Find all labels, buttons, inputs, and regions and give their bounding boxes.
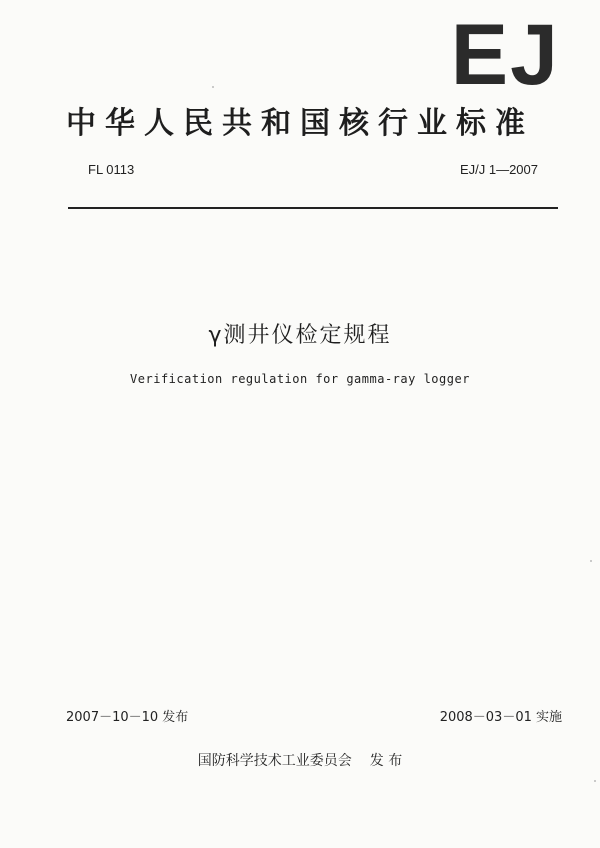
standard-category-title: 中华人民共和国核行业标准	[66, 106, 534, 141]
standard-number: EJ/J 1—2007	[459, 162, 538, 177]
implementation-date: 2008－03－01 实施	[439, 710, 562, 725]
scan-speck	[594, 780, 596, 782]
header-divider	[68, 207, 558, 209]
scan-speck	[212, 86, 214, 88]
document-title-chinese: γ测井仪检定规程	[208, 323, 392, 348]
scan-speck	[590, 560, 592, 562]
publish-label: 发 布	[369, 753, 403, 769]
publisher-name: 国防科学技术工业委员会	[197, 753, 352, 769]
issue-date: 2007－10－10 发布	[66, 710, 189, 725]
classification-code: FL 0113	[88, 162, 135, 177]
standard-logo: EJ	[450, 7, 560, 103]
document-title-english: Verification regulation for gamma-ray logger	[130, 372, 470, 386]
publisher-line	[0, 750, 600, 770]
